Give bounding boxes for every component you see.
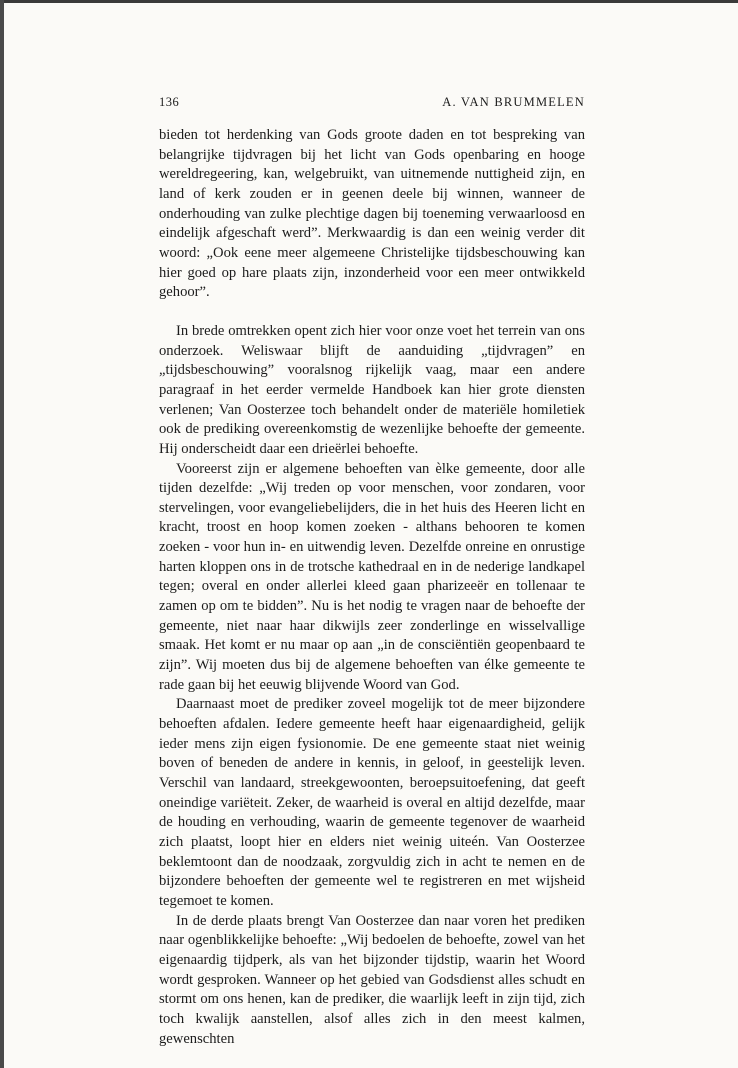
page-number: 136 xyxy=(159,95,180,109)
paragraph: Daarnaast moet de prediker zoveel mogelijk tot de meer bijzondere behoeften afdalen. Iedere gemeente heeft haar eigenaardigheid, gelijk ieder mens zijn eigen fysionomie. De ene gemeente staat niet weinig boven of beneden de andere in kennis, in geloof, in geestelijk leven. Verschil van landaard, streekgewoonten, beroepsuitoefening, dat geeft oneindige variëteit. Zeker, de waarheid is overal en altijd dezelfde, maar de houding en verhouding, waarin de gemeente tegenover de waarheid zich plaatst, loopt hier en elders niet weinig uiteén. Van Oosterzee beklemtoont dan de noodzaak, zorgvuldig zich in acht te nemen en de bijzondere behoeften der gemeente wel te registreren en met wijsheid tegemoet te komen. xyxy=(159,696,585,909)
running-head-author: A. VAN BRUMMELEN xyxy=(442,95,585,109)
paragraph-continuation: bieden tot herdenking van Gods groote daden en tot bespreking van belangrijke tijdvragen bij het licht van Gods openbaring en hooge wereldregeering, kan, welgebruikt, van uitnemende nuttigheid zijn, en land of kerk zouden er in geenen deele bij winnen, wanneer de onderhouding van zulke plechtige dagen bij toeneming verwaarloosd en eindelijk afgeschaft werd”. Merkwaardig is dan een weinig verder dit woord: „Ook eene meer algemeene Christelijke tijdsbeschouwing kan hier goed op hare plaats zijn, inzonderheid voor een meer ontwikkeld gehoor”. xyxy=(159,127,585,301)
running-header xyxy=(159,95,585,115)
paragraph: In de derde plaats brengt Van Oosterzee dan naar voren het prediken naar ogenblikkelijke behoefte: „Wij bedoelen de behoefte, zowel van het eigenaardig tijdperk, als van het bijzonder tijdstip, waarin het Woord wordt gesproken. Wanneer op het gebied van Godsdienst alles schudt en stormt om ons henen, kan de prediker, die waarlijk leeft in zijn tijd, zich toch kwalijk aanstellen, alsof alles zich in den meest kalmen, gewenschten xyxy=(159,912,585,1047)
paragraph: In brede omtrekken opent zich hier voor onze voet het terrein van ons onderzoek. Weliswaar blijft de aanduiding „tijdvragen” en „tijdsbeschouwing” vooralsnog rijkelijk vaag, maar een andere paragraaf in het eerder vermelde Handboek kan hier grote diensten verlenen; Van Oosterzee toch behandelt onder de materiële homiletiek ook de prediking overeenkomstig de wezenlijke behoefte der gemeente. Hij onderscheidt daar een drieërlei behoefte. xyxy=(159,322,585,457)
body-text xyxy=(159,126,585,1049)
paragraph: Vooreerst zijn er algemene behoeften van èlke gemeente, door alle tijden dezelfde: „Wij treden op voor menschen, voor zondaren, voor stervelingen, voor evangeliebelijders, die in het huis des Heeren licht en kracht, troost en hoop komen zoeken - althans behooren te komen zoeken - voor hun in- en uitwendig leven. Dezelfde onreine en onrustige harten kloppen ons in de trotsche kathedraal en in de nederige landkapel tegen; overal en onder allerlei kleed gaan pharizeeër en tollenaar te zamen op om te bidden”. Nu is het nodig te vragen naar de behoefte der gemeente, niet naar haar dikwijls zeer zonderlinge en wisselvallige smaak. Het komt er nu maar op aan „in de consciëntiën geopenbaard te zijn”. Wij moeten dus bij de algemene behoeften van élke gemeente te rade gaan bij het eeuwig blijvende Woord van God. xyxy=(159,460,585,693)
